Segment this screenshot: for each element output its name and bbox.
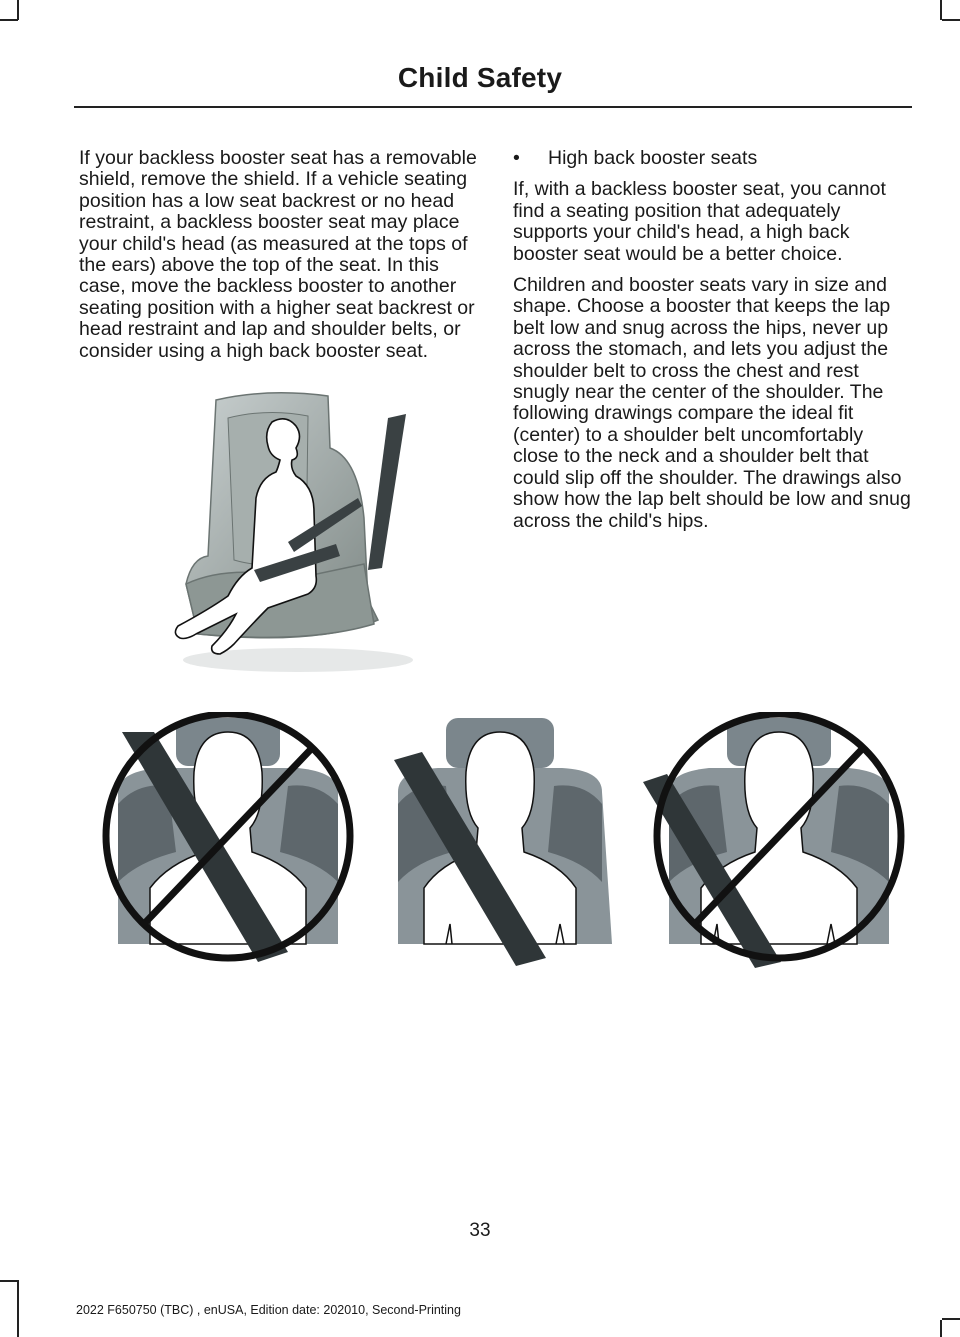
belt-ideal-fit-illustration (380, 712, 620, 972)
right-column (513, 148, 911, 542)
crop-mark (940, 1320, 942, 1337)
crop-mark (940, 0, 942, 20)
left-column (79, 148, 479, 372)
bullet-item (513, 148, 911, 169)
crop-mark (17, 0, 19, 20)
header-divider (74, 106, 912, 108)
belt-too-close-neck-illustration (98, 712, 358, 972)
belt-off-shoulder-illustration (643, 712, 913, 972)
crop-mark (942, 19, 960, 21)
edition-footer: 2022 F650750 (TBC) , enUSA, Edition date: 202010, Second-Printing (76, 1303, 461, 1317)
crop-mark (0, 19, 18, 21)
crop-mark (17, 1280, 19, 1337)
page-title: Child Safety (397, 62, 563, 93)
booster-shield-paragraph: If your backless booster seat has a removable shield, remove the shield. If a vehicle seating position has a low seat backrest or no head restraint, a backless booster seat may place your child's head (as measured at the tops of the ears) above the top of the seat. In this case, move the backless booster to another seating position with a higher seat backrest or head restraint and lap and shoulder belts, or consider using a high back booster seat. (79, 147, 477, 362)
crop-mark (0, 1280, 18, 1282)
belt-fit-paragraph: Children and booster seats vary in size and shape. Choose a booster that keeps the lap belt low and snug across the hips, never up across the stomach, and lets you adjust the shoulder belt to cross the chest and rest snugly near the center of the shoulder. The following drawings compare the ideal fit (center) to a shoulder belt uncomfortably close to the neck and a shoulder belt that could slip off the shoulder. The drawings also show how the lap belt should be low and snug across the child's hips. (513, 274, 911, 532)
high-back-booster-illustration (168, 388, 416, 680)
bullet-mark: • (513, 147, 520, 169)
crop-mark (942, 1318, 960, 1320)
page-number: 33 (469, 1220, 491, 1241)
high-back-paragraph: If, with a backless booster seat, you cannot find a seating position that adequately supports your child's head, a high back booster seat would be a better choice. (513, 178, 886, 265)
bullet-text: High back booster seats (548, 147, 758, 169)
